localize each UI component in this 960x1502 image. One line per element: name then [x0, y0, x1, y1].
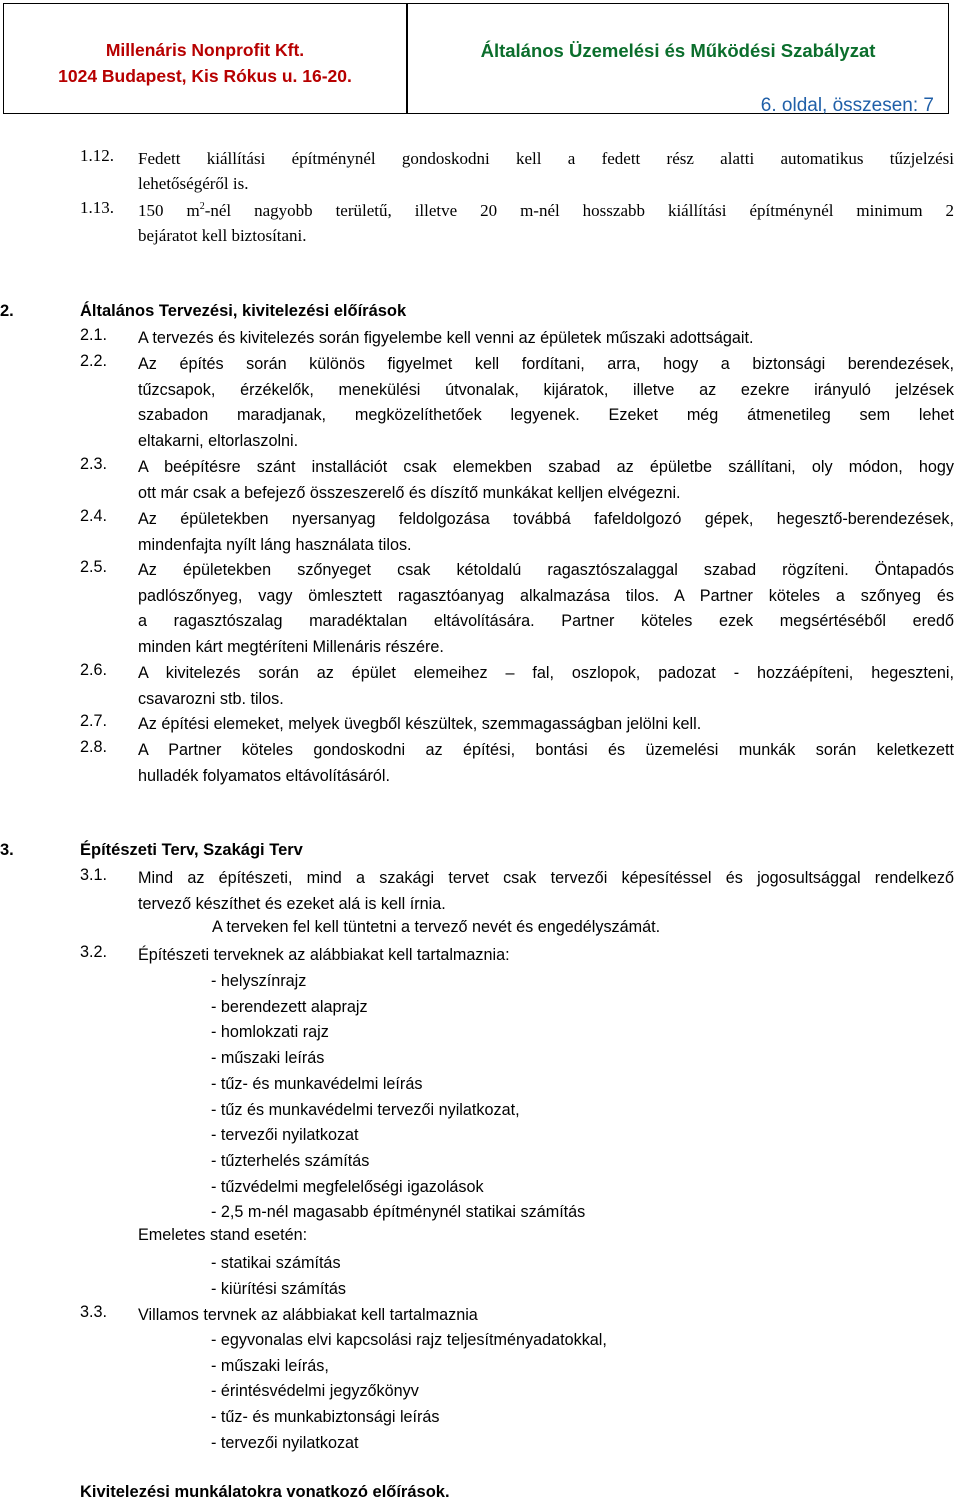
section-title: Építészeti Terv, Szakági Terv [80, 841, 303, 859]
paragraph-number: 1.12. [80, 146, 114, 165]
paragraph-1-13 [80, 198, 954, 248]
paragraph-line: Fedett kiállítási építménynél gondoskodni kell a fedett rész alatti automatikus tűzjelzési [138, 149, 954, 168]
paragraph-line: Az épületekben nyersanyag feldolgozása továbbá fafeldolgozó gépek, hegesztő-berendezések, [138, 510, 954, 528]
paragraph-note: A terveken fel kell tüntetni a tervező nevét és engedélyszámát. [212, 918, 661, 936]
page-indicator: 6. oldal, összesen: 7 [760, 95, 934, 116]
paragraph-line: Építészeti terveknek az alábbiakat kell tartalmaznia: [138, 946, 510, 964]
section-3-heading [0, 841, 303, 860]
paragraph-line: Az építés során különös figyelmet kell fordítani, arra, hogy a biztonsági berendezések, [138, 355, 954, 373]
paragraph-line: bejáratot kell biztosítani. [138, 226, 307, 245]
paragraph-line: Mind az építészeti, mind a szakági tervet csak tervezői képesítéssel és jogosultsággal rendelkező [138, 869, 954, 887]
paragraph-line: minden kárt megtéríteni Millenáris részére. [138, 638, 444, 657]
paragraph-number: 3.2. [80, 943, 108, 961]
paragraph-3-3 [80, 1303, 954, 1329]
paragraph-line: szabadon maradjanak, megközelíthetőek legyenek. Ezeket még átmenetileg sem lehet [138, 406, 954, 425]
list-item: - statikai számítás [211, 1254, 341, 1272]
paragraph-number: 2.4. [80, 507, 108, 525]
list-item: - műszaki leírás [211, 1049, 325, 1068]
section-4-heading [80, 1483, 450, 1502]
electrical-plan-list [211, 1328, 607, 1457]
page-header [3, 3, 949, 114]
paragraph-2-5 [80, 558, 954, 661]
paragraph-number: 3.1. [80, 866, 108, 884]
list-item: - tűz- és munkabiztonsági leírás [211, 1408, 440, 1427]
list-item: - 2,5 m-nél magasabb építménynél statikai számítás [211, 1203, 586, 1222]
paragraph-line: tűzcsapok, érzékelők, menekülési útvonalak, kijáratok, illetve az ezekre irányuló jelzések [138, 380, 954, 399]
paragraph-line: padlószőnyeg, vagy ömlesztett ragasztóanyag alkalmazása tilos. A Partner köteles a szőnyeg és [138, 586, 954, 605]
paragraph-1-12 [80, 146, 954, 196]
paragraph-line: Az építési elemeket, melyek üvegből készültek, szemmagasságban jelölni kell. [138, 715, 702, 733]
paragraph-2-6 [80, 661, 954, 712]
list-item: - egyvonalas elvi kapcsolási rajz teljesítményadatokkal, [211, 1331, 607, 1349]
paragraph-2-4 [80, 507, 954, 558]
paragraph-line: ott már csak a befejező összeszerelő és díszítő munkákat kelljen elvégezni. [138, 483, 681, 502]
paragraph-line: Villamos tervnek az alábbiakat kell tartalmaznia [138, 1306, 478, 1324]
section-title: Kivitelezési munkálatokra vonatkozó előírások. [80, 1483, 450, 1501]
paragraph-line: hulladék folyamatos eltávolításáról. [138, 766, 390, 785]
section-number: 3. [0, 841, 14, 859]
document-title: Általános Üzemelési és Működési Szabályzat [480, 40, 876, 61]
paragraph-line: A kivitelezés során az épület elemeihez – fal, oszlopok, padozat - hozzáépíteni, hegeszteni, [138, 664, 954, 682]
organization-name: Millenáris Nonprofit Kft. [105, 40, 305, 60]
paragraph-line: mindenfajta nyílt láng használata tilos. [138, 535, 412, 554]
list-item: - berendezett alaprajz [211, 997, 368, 1016]
paragraph-line: A beépítésre szánt installációt csak elemekben szabad az épületbe szállítani, oly módon, hogy [138, 458, 954, 476]
section-2-heading [0, 302, 407, 321]
paragraph-number: 2.6. [80, 661, 108, 679]
paragraph-number: 2.1. [80, 326, 108, 344]
list-item: - helyszínrajz [211, 972, 307, 990]
paragraph-number: 2.3. [80, 455, 108, 473]
list-item: - tervezői nyilatkozat [211, 1433, 359, 1452]
list-item: - tűzterhelés számítás [211, 1151, 370, 1170]
paragraph-line: A tervezés és kivitelezés során figyelembe kell venni az épületek műszaki adottságait. [138, 329, 754, 347]
multi-storey-stand-label: Emeletes stand esetén: [138, 1226, 308, 1244]
paragraph-number: 2.8. [80, 738, 108, 756]
section-title: Általános Tervezési, kivitelezési előírások [80, 302, 407, 320]
list-item: - tűzvédelmi megfelelőségi igazolások [211, 1177, 484, 1196]
paragraph-number: 1.13. [80, 198, 114, 217]
paragraph-line: csavarozni stb. tilos. [138, 689, 284, 708]
list-item: - műszaki leírás, [211, 1356, 329, 1375]
list-item: - kiürítési számítás [211, 1279, 346, 1298]
paragraph-line: A Partner köteles gondoskodni az építési, bontási és üzemelési munkák során keletkezett [138, 741, 954, 759]
list-item: - tűz és munkavédelmi tervezői nyilatkozat, [211, 1100, 520, 1119]
paragraph-2-7 [80, 712, 954, 738]
section-number: 2. [0, 302, 14, 320]
paragraph-number: 2.7. [80, 712, 108, 730]
architectural-plan-list [211, 969, 585, 1226]
paragraph-line: 150 $m^2$-nél nagyobb területű, illetve 20 m-nél hosszabb kiállítási építménynél minimum 2 [138, 201, 954, 220]
paragraph-line: lehetőségéről is. [138, 174, 249, 193]
paragraph-line: Az épületekben szőnyeget csak kétoldalú ragasztószalaggal szabad rögzíteni. Öntapadós [138, 561, 954, 579]
paragraph-2-2 [80, 352, 954, 455]
paragraph-number: 2.2. [80, 352, 108, 370]
paragraph-3-1 [80, 866, 954, 917]
paragraph-line: tervező készíthet és ezeket alá is kell írnia. [138, 894, 446, 913]
paragraph-number: 2.5. [80, 558, 108, 576]
paragraph-2-1 [80, 326, 954, 352]
paragraph-2-3 [80, 455, 954, 506]
organization-address: 1024 Budapest, Kis Rókus u. 16-20. [58, 66, 352, 86]
paragraph-3-2 [80, 943, 954, 969]
paragraph-number: 3.3. [80, 1303, 108, 1321]
paragraph-2-8 [80, 738, 954, 789]
list-item: - érintésvédelmi jegyzőkönyv [211, 1382, 419, 1401]
list-item: - tűz- és munkavédelmi leírás [211, 1074, 423, 1093]
list-item: - tervezői nyilatkozat [211, 1126, 359, 1145]
multi-storey-stand-list [211, 1251, 346, 1302]
paragraph-line: a ragasztószalag maradéktalan eltávolítására. Partner köteles ezek megsértéséből eredő [138, 612, 954, 631]
paragraph-line: eltakarni, eltorlaszolni. [138, 432, 299, 451]
list-item: - homlokzati rajz [211, 1023, 329, 1042]
